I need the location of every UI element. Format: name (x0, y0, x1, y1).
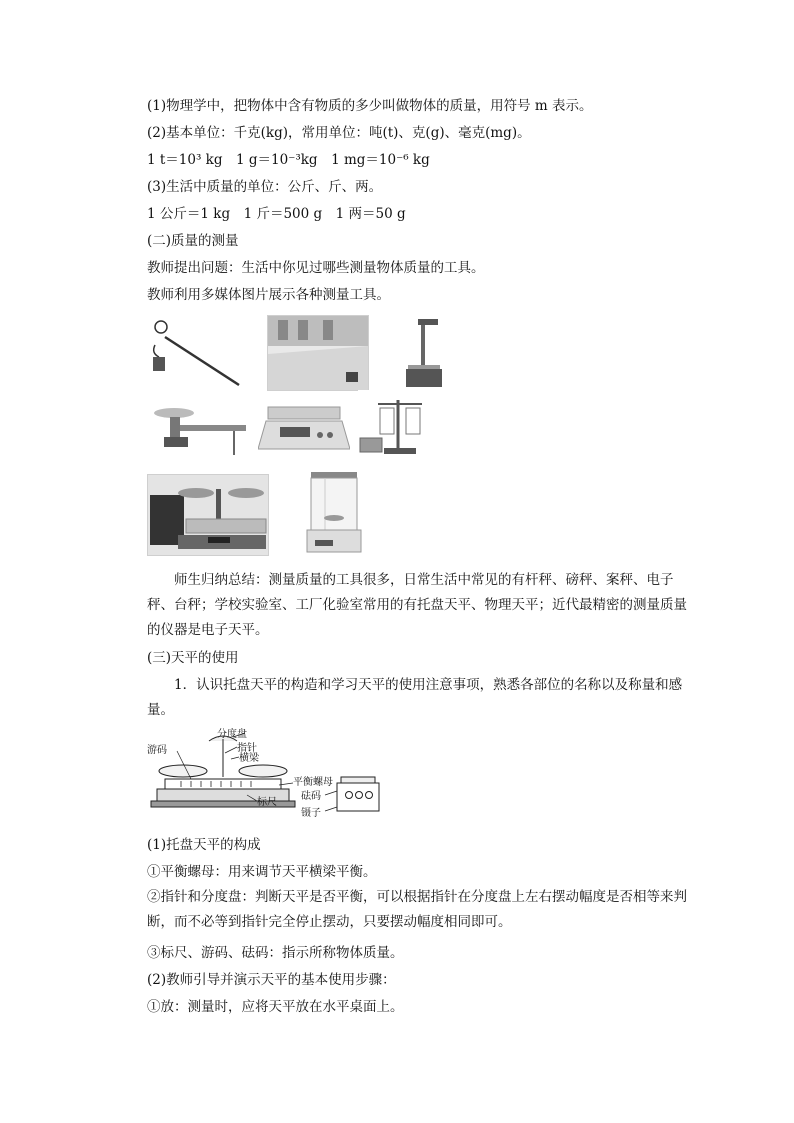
counter-scale-photo (150, 403, 250, 461)
label-niezi: 镊子 (301, 808, 321, 819)
line-daily-units: (3)生活中质量的单位：公斤、斤、两。 (147, 179, 383, 195)
line-scale-rider-weights: ③标尺、游码、砝码：指示所称物体质量。 (147, 945, 404, 961)
step1-paragraph: 1．认识托盘天平的构造和学习天平的使用注意事项，熟悉各部位的名称以及称量和感量。 (147, 677, 683, 718)
line-teacher-multimedia: 教师利用多媒体图片展示各种测量工具。 (147, 287, 390, 303)
line-teacher-question: 教师提出问题：生活中你见过哪些测量物体质量的工具。 (147, 260, 485, 276)
electronic-scale-photo (258, 405, 350, 455)
column-scale-photo (398, 315, 448, 389)
line-usage-steps: (2)教师引导并演示天平的基本使用步骤： (147, 972, 396, 988)
summary-paragraph: 师生归纳总结：测量质量的工具很多，日常生活中常见的有杆秤、磅秤、案秤、电子秤、台秤；学校实验室、工厂化验室常用的有托盘天平、物理天平；近代最精密的测量质量的仪器是电子天平。 (147, 572, 687, 638)
label-biaochi: 标尺 (257, 797, 277, 808)
label-hengliang: 横梁 (239, 753, 259, 764)
steelyard-photo (147, 315, 247, 387)
label-pinghengluomu: 平衡螺母 (293, 777, 333, 788)
paragraph-pointer-dial: ②指针和分度盘：判断天平是否平衡，可以根据指针在分度盘上左右摆动幅度是否相等来判断，而不必等到指针完全停止摆动，只要摆动幅度相同即可。 (147, 889, 687, 930)
section-heading-balance-use: (三)天平的使用 (147, 650, 239, 666)
section-heading-measurement: (二)质量的测量 (147, 233, 239, 249)
line-balance-composition: (1)托盘天平的构成 (147, 837, 261, 853)
platform-scale-photo (267, 315, 369, 391)
analytical-balance-photo (305, 470, 363, 555)
line-unit-conversion: 1 t＝10³ kg 1 g＝10⁻³kg 1 mg＝10⁻⁶ kg (147, 152, 430, 168)
label-fendupan: 分度盘 (217, 729, 247, 740)
line-daily-conversion: 1 公斤＝1 kg 1 斤＝500 g 1 两＝50 g (147, 206, 406, 222)
label-fama: 砝码 (301, 791, 321, 802)
lab-balance-photo (147, 474, 269, 556)
line-base-unit: (2)基本单位：千克(kg)，常用单位：吨(t)、克(g)、毫克(mg)。 (147, 125, 531, 141)
tray-balance-with-weights-photo (358, 390, 446, 462)
line-step-place: ①放：测量时，应将天平放在水平桌面上。 (147, 999, 404, 1015)
line-mass-definition: (1)物理学中，把物体中含有物质的多少叫做物体的质量，用符号 m 表示。 (147, 98, 593, 114)
label-zhizhen: 指针 (237, 743, 257, 754)
balance-structure-diagram (147, 727, 387, 822)
line-balance-nut: ①平衡螺母：用来调节天平横梁平衡。 (147, 864, 377, 880)
label-youma: 游码 (147, 745, 167, 756)
